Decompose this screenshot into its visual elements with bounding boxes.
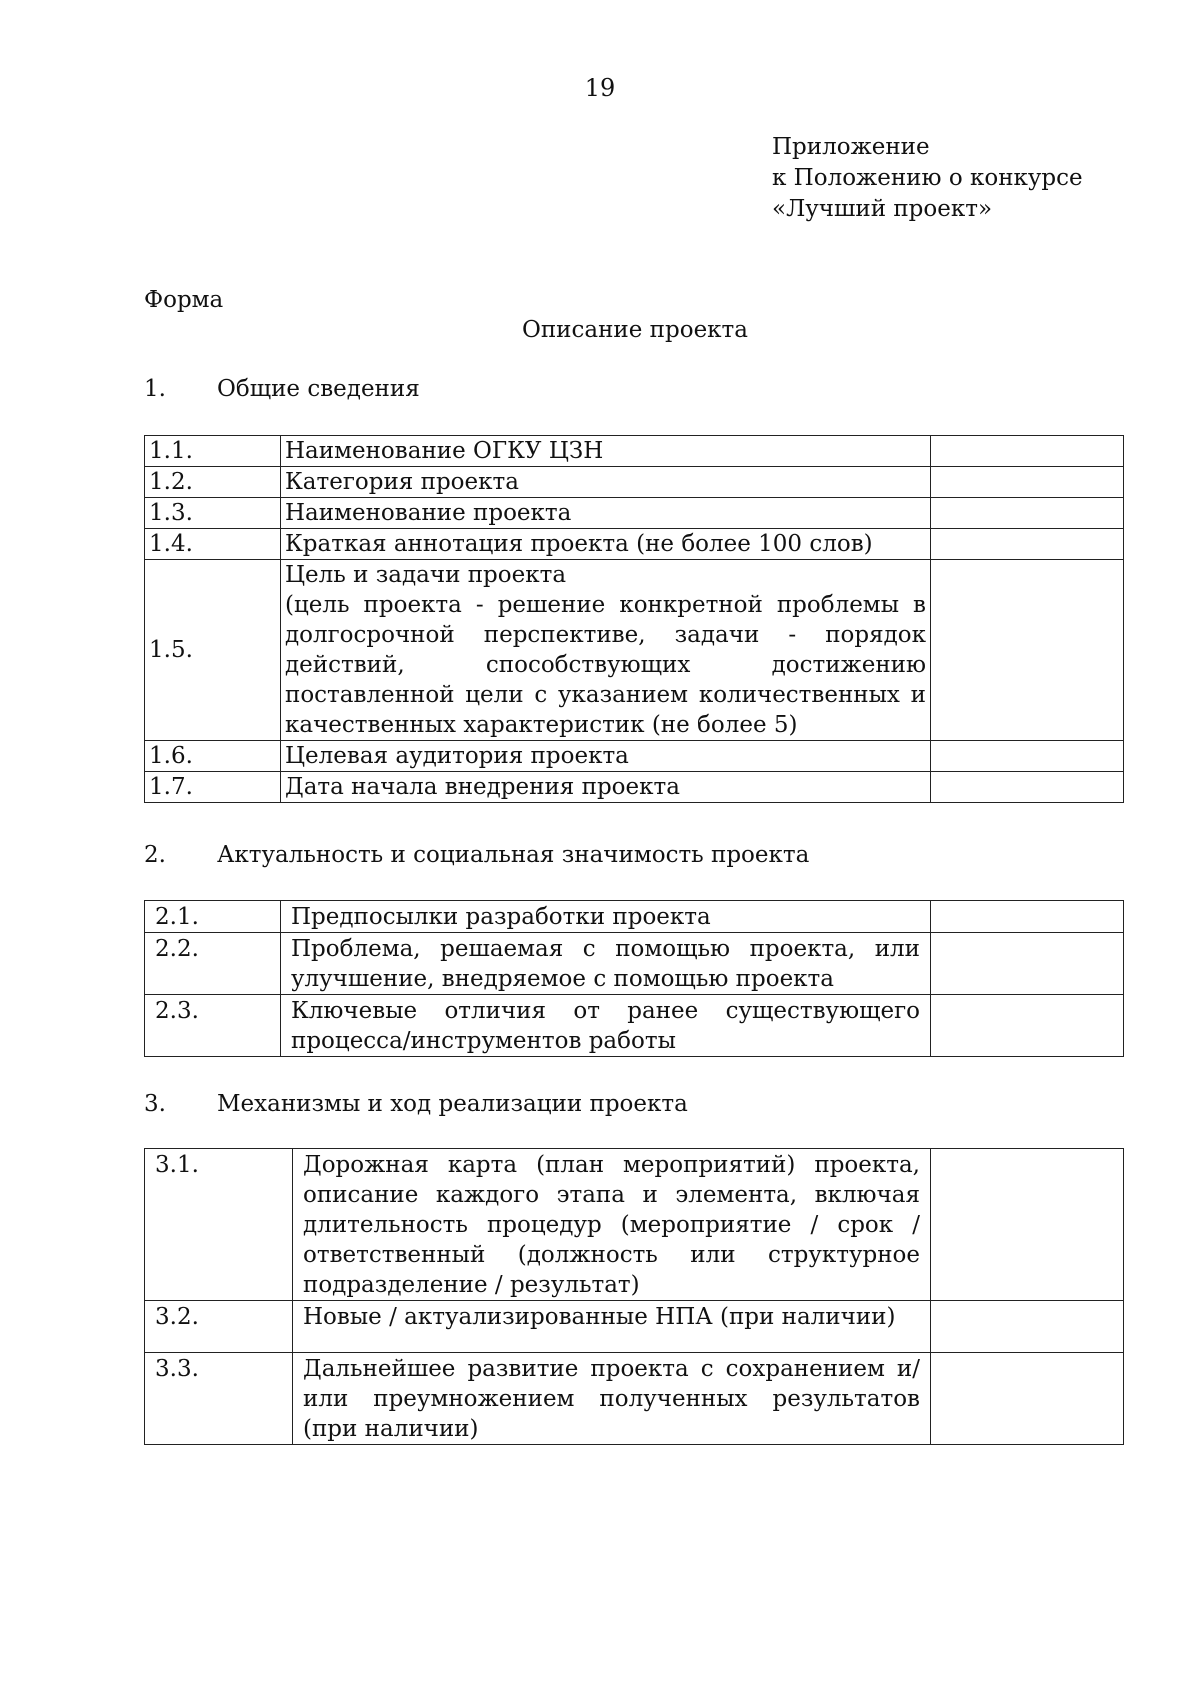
row-number: 1.4. bbox=[145, 529, 281, 560]
row-text: Дата начала внедрения проекта bbox=[281, 772, 931, 803]
section-1-heading bbox=[144, 376, 420, 402]
table-row bbox=[145, 529, 1124, 560]
row-number: 1.6. bbox=[145, 741, 281, 772]
appendix-line-2: к Положению о конкурсе bbox=[772, 165, 1083, 191]
section-title: Механизмы и ход реализации проекта bbox=[217, 1091, 688, 1117]
row-text: Целевая аудитория проекта bbox=[281, 741, 931, 772]
table-row bbox=[145, 772, 1124, 803]
appendix-line-3: «Лучший проект» bbox=[772, 196, 993, 222]
table-row bbox=[145, 933, 1124, 995]
row-text: Наименование ОГКУ ЦЗН bbox=[281, 436, 931, 467]
row-value-cell[interactable] bbox=[931, 772, 1124, 803]
table-row bbox=[145, 560, 1124, 741]
section-1-table bbox=[144, 435, 1124, 803]
table-row bbox=[145, 436, 1124, 467]
row-text: Предпосылки разработки проекта bbox=[281, 901, 931, 933]
row-text: Наименование проекта bbox=[281, 498, 931, 529]
row-text: Проблема, решаемая с помощью проекта, или улучшение, внедряемое с помощью проекта bbox=[281, 933, 931, 995]
section-number: 1. bbox=[144, 376, 166, 402]
row-value-cell[interactable] bbox=[931, 436, 1124, 467]
section-title: Общие сведения bbox=[217, 376, 420, 402]
table-row bbox=[145, 1149, 1124, 1301]
row-text: Дальнейшее развитие проекта с сохранением и/или преумножением полученных результатов (при наличии) bbox=[293, 1353, 931, 1445]
document-title: Описание проекта bbox=[521, 317, 748, 343]
row-value-cell[interactable] bbox=[931, 1353, 1124, 1445]
row-value-cell[interactable] bbox=[931, 901, 1124, 933]
row-number: 1.1. bbox=[145, 436, 281, 467]
section-2-table bbox=[144, 900, 1124, 1057]
section-3-table bbox=[144, 1148, 1124, 1445]
row-value-cell[interactable] bbox=[931, 1149, 1124, 1301]
row-number: 3.2. bbox=[145, 1301, 293, 1353]
row-number: 2.1. bbox=[145, 901, 281, 933]
table-row bbox=[145, 741, 1124, 772]
row-number: 3.1. bbox=[145, 1149, 293, 1301]
section-number: 3. bbox=[144, 1091, 166, 1117]
table-row bbox=[145, 995, 1124, 1057]
section-title: Актуальность и социальная значимость проекта bbox=[217, 842, 810, 868]
row-number: 2.3. bbox=[145, 995, 281, 1057]
row-number: 1.3. bbox=[145, 498, 281, 529]
row-number: 3.3. bbox=[145, 1353, 293, 1445]
row-text: Ключевые отличия от ранее существующего процесса/инструментов работы bbox=[281, 995, 931, 1057]
row-value-cell[interactable] bbox=[931, 1301, 1124, 1353]
row-number: 1.2. bbox=[145, 467, 281, 498]
row-text: Категория проекта bbox=[281, 467, 931, 498]
row-text: Дорожная карта (план мероприятий) проекта, описание каждого этапа и элемента, включая длительность процедур (мероприятие / срок / ответственный (должность или структурное подразделение / результат) bbox=[293, 1149, 931, 1301]
row-value-cell[interactable] bbox=[931, 933, 1124, 995]
row-number: 1.5. bbox=[145, 560, 281, 741]
row-number: 1.7. bbox=[145, 772, 281, 803]
table-row bbox=[145, 498, 1124, 529]
table-row bbox=[145, 467, 1124, 498]
row-value-cell[interactable] bbox=[931, 995, 1124, 1057]
section-number: 2. bbox=[144, 842, 166, 868]
row-value-cell[interactable] bbox=[931, 467, 1124, 498]
table-row bbox=[145, 901, 1124, 933]
row-text-note: (цель проекта - решение конкретной проблемы в долгосрочной перспективе, задачи - порядок действий, способствующих достижению поставленной цели с указанием количественных и качественных характеристик (не более 5) bbox=[285, 592, 926, 738]
row-text: Краткая аннотация проекта (не более 100 слов) bbox=[281, 529, 931, 560]
section-2-heading bbox=[144, 842, 809, 868]
appendix-line-1: Приложение bbox=[772, 134, 930, 160]
row-value-cell[interactable] bbox=[931, 529, 1124, 560]
table-row bbox=[145, 1301, 1124, 1353]
row-text-line: Цель и задачи проекта bbox=[285, 562, 567, 588]
table-row bbox=[145, 1353, 1124, 1445]
row-value-cell[interactable] bbox=[931, 741, 1124, 772]
appendix-header bbox=[772, 132, 1083, 225]
form-label: Форма bbox=[144, 287, 224, 313]
row-text: Новые / актуализированные НПА (при наличии) bbox=[293, 1301, 931, 1353]
page-number: 19 bbox=[584, 74, 616, 102]
row-value-cell[interactable] bbox=[931, 498, 1124, 529]
row-value-cell[interactable] bbox=[931, 560, 1124, 741]
row-number: 2.2. bbox=[145, 933, 281, 995]
row-text bbox=[281, 560, 931, 741]
section-3-heading bbox=[144, 1091, 688, 1117]
